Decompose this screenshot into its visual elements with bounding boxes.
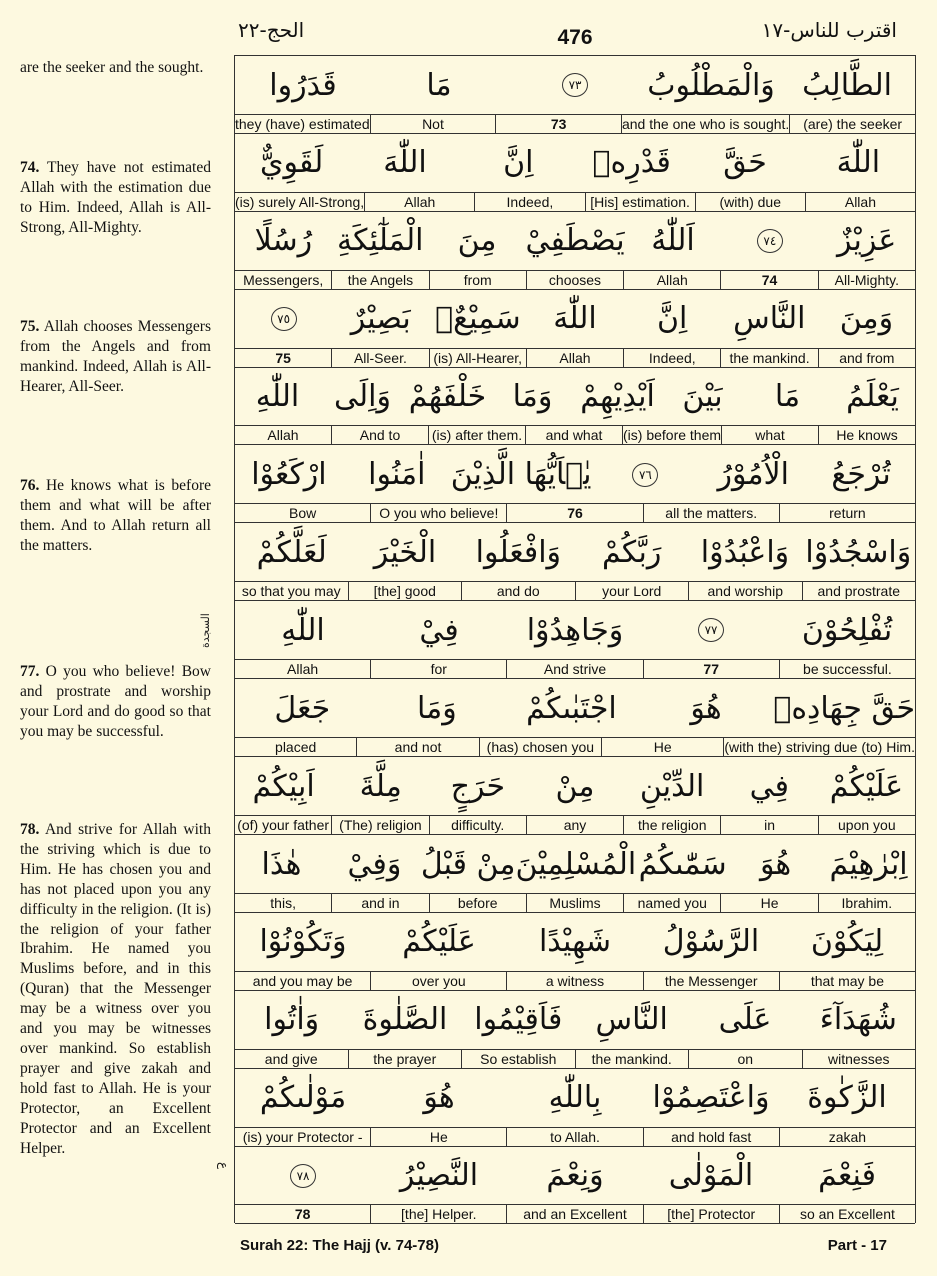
english-gloss: so an Excellent — [779, 1205, 915, 1223]
translation-verse-76 — [20, 476, 211, 556]
arabic-word: الْمَلٰٓئِكَةِ — [336, 223, 424, 259]
english-gloss: upon you — [818, 816, 915, 834]
arabic-word: عَلَيْكُمْ — [829, 768, 904, 804]
verse-row — [235, 56, 915, 134]
english-gloss: placed — [275, 739, 317, 756]
arabic-word: اللّٰهَ — [383, 145, 427, 181]
arabic-word: عَزِيْزٌ — [836, 223, 897, 259]
english-gloss-line — [235, 425, 915, 445]
arabic-word: الْخَيْرَ — [373, 534, 437, 570]
arabic-line — [235, 757, 915, 815]
arabic-line — [235, 134, 915, 192]
english-gloss: this, — [270, 894, 296, 911]
english-gloss: the mankind. — [575, 1050, 689, 1068]
verse-row — [235, 523, 915, 601]
english-gloss: Bow — [288, 505, 317, 522]
english-gloss: return — [779, 504, 915, 522]
arabic-word: الدِّيْنِ — [639, 768, 705, 804]
arabic-word: وَنِعْمَ — [546, 1158, 604, 1194]
arabic-word: مِنْ قَبْلُ — [420, 846, 516, 882]
verse-row — [235, 913, 915, 991]
english-gloss: and in — [331, 894, 428, 912]
arabic-word: وَمَا — [512, 379, 553, 415]
english-gloss: so that you may — [241, 583, 341, 600]
english-gloss: Indeed, — [474, 193, 584, 211]
arabic-word: وَافْعَلُوا — [475, 534, 562, 570]
verse-text: Allah chooses Messengers from the Angels and from mankind. Indeed, Allah is All-Hearer, All-Seer. — [20, 318, 211, 395]
arabic-word: وَتَكُوْنُوْا — [259, 924, 347, 960]
english-gloss: difficulty. — [429, 816, 526, 834]
arabic-word: تُرْجَعُ — [831, 457, 891, 492]
verse-number: 77. — [20, 663, 40, 680]
footer-part: Part - 17 — [827, 1237, 887, 1254]
arabic-word: هُوَ — [759, 846, 792, 882]
english-gloss: the Angels — [331, 271, 428, 289]
verse-end-marker: ٧٧ — [643, 601, 779, 659]
verse-row — [235, 290, 915, 368]
arabic-word: عَلَيْكُمْ — [402, 924, 476, 960]
gloss-verse-number: 76 — [506, 504, 642, 522]
arabic-word: تُفْلِحُوْنَ — [801, 612, 893, 648]
arabic-word: اِبْرٰهِيْمَ — [829, 846, 908, 882]
arabic-word: الْمُسْلِمِيْنَ — [515, 846, 637, 882]
english-gloss: and do — [461, 582, 575, 600]
ruku-marker: ع — [217, 1162, 231, 1170]
arabic-word: وَاِلَى — [334, 379, 391, 415]
arabic-word: النَّاسِ — [733, 301, 806, 337]
arabic-word: وَمَا — [417, 690, 457, 726]
english-gloss: a witness — [506, 972, 642, 990]
english-gloss: (is) your Protector - — [242, 1128, 363, 1145]
verse-row — [235, 601, 915, 679]
word-by-word-grid — [234, 55, 916, 1223]
english-gloss: they (have) estimated — [235, 115, 370, 132]
english-gloss: Allah — [267, 427, 299, 444]
english-gloss-line — [235, 1204, 915, 1224]
verse-end-marker: ٧٣ — [507, 56, 643, 114]
english-gloss: He — [601, 738, 723, 756]
translation-verse-78 — [20, 820, 211, 1158]
footer-surah: Surah 22: The Hajj (v. 74-78) — [240, 1237, 439, 1254]
english-gloss-line — [235, 503, 915, 523]
english-gloss: all the matters. — [643, 504, 779, 522]
arabic-word: الصَّلٰوةَ — [362, 1002, 448, 1038]
translation-verse-75 — [20, 317, 211, 397]
verse-row — [235, 212, 915, 290]
english-gloss: And strive — [506, 660, 642, 678]
english-gloss-line — [235, 971, 915, 991]
arabic-word: حَرَجٍ — [450, 768, 506, 804]
english-gloss: on — [688, 1050, 802, 1068]
verse-number: 76. — [20, 477, 40, 494]
arabic-word: وَاعْتَصِمُوْا — [652, 1080, 770, 1116]
translation-verse-74 — [20, 158, 211, 238]
arabic-line — [235, 212, 915, 270]
gloss-verse-number: 73 — [495, 115, 621, 133]
arabic-word: جَعَلَ — [274, 690, 331, 726]
english-gloss: from — [429, 271, 526, 289]
english-gloss: the religion — [623, 816, 720, 834]
english-gloss: and not — [356, 738, 478, 756]
arabic-word: النَّصِيْرُ — [399, 1158, 479, 1194]
verse-text: O you who believe! Bow and prostrate and worship your Lord and do good so that you may be successful. — [20, 663, 211, 740]
english-gloss: Not — [370, 115, 496, 133]
arabic-word: مِنَ — [457, 223, 497, 259]
arabic-word: اِنَّ — [503, 145, 534, 181]
english-gloss: and an Excellent — [506, 1205, 642, 1223]
arabic-word: رَبَّكُمْ — [601, 534, 662, 570]
gloss-verse-number: 77 — [643, 660, 779, 678]
english-gloss: the Messenger — [643, 972, 779, 990]
english-gloss: and the one who is sought. — [621, 115, 790, 132]
english-gloss: He — [370, 1128, 506, 1146]
arabic-line — [235, 290, 915, 348]
arabic-word: اللّٰهَ — [836, 145, 881, 181]
arabic-word: اللّٰهِ — [281, 612, 325, 648]
english-gloss: Allah — [526, 349, 623, 367]
english-gloss: (has) chosen you — [479, 738, 601, 756]
english-gloss: Muslims — [526, 894, 623, 912]
verse-row — [235, 1069, 915, 1147]
arabic-word: مِلَّةَ — [359, 768, 402, 804]
arabic-word: فِي — [749, 768, 789, 804]
english-gloss: He — [720, 894, 817, 912]
verse-end-marker: ٧٤ — [721, 212, 818, 270]
english-gloss: chooses — [526, 271, 623, 289]
arabic-word: اَبِيْكُمْ — [252, 768, 315, 804]
arabic-word: وَمِنَ — [839, 301, 894, 337]
verse-row — [235, 757, 915, 835]
arabic-word: فَاَقِيْمُوا — [474, 1002, 563, 1038]
english-gloss: (is) after them. — [428, 426, 525, 444]
english-gloss: O you who believe! — [370, 504, 506, 522]
arabic-word: مَوْلٰىكُمْ — [259, 1080, 347, 1116]
english-gloss: (with) due — [695, 193, 805, 211]
arabic-word: الرَّسُوْلُ — [662, 924, 760, 960]
english-gloss: and worship — [688, 582, 802, 600]
arabic-word: ارْكَعُوْا — [251, 457, 327, 492]
arabic-line — [235, 913, 915, 971]
english-gloss: Allah — [287, 661, 319, 678]
arabic-line — [235, 56, 915, 114]
english-gloss-line — [235, 1127, 915, 1147]
arabic-line — [235, 1147, 915, 1205]
english-gloss: and prostrate — [802, 582, 916, 600]
arabic-word: الْمَوْلٰى — [668, 1158, 754, 1194]
english-gloss-line — [235, 270, 915, 290]
english-gloss: (of) your father — [237, 816, 330, 833]
arabic-word: رُسُلًا — [254, 223, 313, 259]
arabic-word: هٰذَا — [261, 846, 302, 882]
page-number: 476 — [557, 26, 593, 49]
english-gloss: Allah — [805, 193, 915, 211]
arabic-word: بَصِيْرٌ — [350, 301, 411, 337]
arabic-word: لَعَلَّكُمْ — [256, 534, 327, 570]
arabic-word: مَا — [774, 379, 801, 415]
english-gloss: for — [370, 660, 506, 678]
verse-end-marker: ٧٨ — [235, 1147, 371, 1205]
arabic-word: اٰمَنُوا — [368, 457, 426, 492]
arabic-line — [235, 1069, 915, 1127]
arabic-line — [235, 368, 915, 426]
arabic-word: بِاللّٰهِ — [548, 1080, 602, 1116]
arabic-word: وَجَاهِدُوْا — [526, 612, 624, 648]
english-gloss: witnesses — [802, 1050, 916, 1068]
english-gloss: Allah — [364, 193, 474, 211]
header-juz-arabic: اقترب للناس-١٧ — [761, 18, 897, 42]
english-gloss: He knows — [818, 426, 915, 444]
arabic-word: هُوَ — [690, 690, 722, 726]
arabic-word: عَلَى — [718, 1002, 772, 1038]
arabic-word: فِيْ — [419, 612, 459, 648]
verse-end-marker: ٧٥ — [235, 290, 332, 348]
arabic-line — [235, 446, 915, 504]
english-gloss: what — [721, 426, 818, 444]
verse-end-marker: ٧٦ — [591, 446, 699, 504]
arabic-word: هُوَ — [423, 1080, 455, 1116]
english-gloss: [the] Helper. — [370, 1205, 506, 1223]
arabic-word: بَيْنَ — [682, 379, 723, 415]
arabic-line — [235, 679, 915, 737]
arabic-word: لِيَكُوْنَ — [810, 924, 884, 960]
sajda-marker: السجدة — [199, 613, 212, 649]
arabic-word: وَاسْجُدُوْا — [805, 534, 912, 570]
translation-continuation: are the seeker and the sought. — [20, 59, 204, 76]
arabic-word: سَمِيْعٌۢ — [435, 301, 521, 337]
arabic-word: وَاعْبُدُوْا — [700, 534, 790, 570]
english-gloss: and what — [525, 426, 622, 444]
english-gloss: Messengers, — [243, 271, 324, 288]
english-gloss: (with the) striving due (to) Him. — [724, 739, 915, 756]
arabic-word: الطَّالِبُ — [802, 67, 892, 103]
arabic-word: مِنْ — [555, 768, 595, 804]
english-gloss-line — [235, 581, 915, 601]
english-gloss: (The) religion — [331, 816, 428, 834]
gloss-verse-number: 74 — [720, 271, 817, 289]
english-gloss-line — [235, 192, 915, 212]
arabic-word: الزَّكٰوةَ — [807, 1080, 887, 1116]
arabic-word: وَالْمَطْلُوبُ — [647, 67, 775, 103]
english-gloss: the mankind. — [720, 349, 817, 367]
english-gloss-line — [235, 893, 915, 913]
verse-number: 74. — [20, 159, 40, 176]
english-gloss: Indeed, — [623, 349, 720, 367]
translation-verse-77 — [20, 662, 211, 742]
verse-number: 75. — [20, 318, 40, 335]
arabic-word: اللّٰهِ — [255, 379, 300, 415]
verse-row — [235, 134, 915, 212]
english-gloss: zakah — [779, 1128, 915, 1146]
arabic-word: اَللّٰهُ — [651, 223, 695, 259]
arabic-word: قَدْرِهٖ — [592, 145, 671, 181]
arabic-word: لَقَوِيٌّ — [260, 145, 324, 181]
arabic-word: قَدَرُوا — [269, 67, 337, 103]
arabic-word: النَّاسِ — [595, 1002, 668, 1038]
english-gloss: to Allah. — [506, 1128, 642, 1146]
english-gloss: before — [429, 894, 526, 912]
arabic-word: الْاُمُوْرُ — [717, 457, 789, 492]
gloss-verse-number: 75 — [275, 349, 291, 366]
english-gloss: All-Mighty. — [818, 271, 915, 289]
english-gloss: (are) the seeker — [789, 115, 915, 133]
arabic-word: اِنَّ — [656, 301, 688, 337]
arabic-line — [235, 523, 915, 581]
english-gloss: and from — [818, 349, 915, 367]
verse-row — [235, 1147, 915, 1225]
english-gloss-line — [235, 815, 915, 835]
verse-row — [235, 991, 915, 1069]
arabic-line — [235, 601, 915, 659]
english-gloss: in — [720, 816, 817, 834]
arabic-word: حَقَّ جِهَادِهٖ — [773, 690, 916, 726]
english-gloss: the prayer — [348, 1050, 462, 1068]
english-gloss: that may be — [779, 972, 915, 990]
verse-row — [235, 679, 915, 757]
arabic-line — [235, 991, 915, 1049]
english-gloss: (is) surely All-Strong, — [235, 193, 365, 210]
arabic-word: خَلْفَهُمْ — [408, 379, 487, 415]
english-gloss: All-Seer. — [331, 349, 428, 367]
english-gloss: Ibrahim. — [818, 894, 915, 912]
english-gloss: [the] Protector — [643, 1205, 779, 1223]
verse-text: They have not estimated Allah with the estimation due to Him. Indeed, Allah is All-Strong, All-Mighty. — [20, 159, 211, 236]
verse-row — [235, 368, 915, 446]
english-gloss: (is) before them — [623, 427, 722, 444]
arabic-word: حَقَّ — [723, 145, 767, 181]
english-gloss-line — [235, 659, 915, 679]
english-gloss: (is) All-Hearer, — [429, 349, 526, 367]
english-gloss: any — [526, 816, 623, 834]
arabic-word: يَصْطَفِيْ — [525, 223, 625, 259]
verse-number: 78. — [20, 821, 40, 838]
arabic-word: اللّٰهَ — [553, 301, 597, 337]
english-gloss: be successful. — [779, 660, 915, 678]
verse-text: He knows what is before them and what will be after them. And to Allah return all the matters. — [20, 477, 211, 554]
english-gloss: over you — [370, 972, 506, 990]
english-gloss: named you — [623, 894, 720, 912]
verse-text: And strive for Allah with the striving which is due to Him. He has chosen you and has not placed upon you any difficulty in the religion. (It is) the religion of your father Ibrahim. He named you Muslims before, and in this (Quran) that the Messenger may be a witness over you and you may be witnesses over mankind. So establish prayer and give zakah and hold fast to Allah. He is your Protector, an Excellent Protector and an Excellent Helper. — [20, 821, 211, 1157]
arabic-word: شُهَدَآءَ — [819, 1002, 897, 1038]
english-gloss: and hold fast — [643, 1128, 779, 1146]
english-gloss: and give — [264, 1050, 318, 1067]
english-gloss-line — [235, 737, 915, 757]
arabic-word: وَاٰتُوا — [264, 1002, 320, 1038]
english-gloss: [His] estimation. — [585, 193, 695, 211]
arabic-word: مَا — [426, 67, 452, 103]
verse-row — [235, 835, 915, 913]
header-surah-arabic: الحج-٢٢ — [238, 18, 305, 42]
english-gloss: So establish — [461, 1050, 575, 1068]
english-gloss: And to — [331, 426, 428, 444]
arabic-word: اجْتَبٰىكُمْ — [526, 690, 617, 726]
english-gloss: your Lord — [575, 582, 689, 600]
verse-row — [235, 446, 915, 524]
arabic-word: وَفِيْ — [347, 846, 402, 882]
english-gloss-line — [235, 1049, 915, 1069]
arabic-word: يَعْلَمُ — [846, 379, 899, 415]
arabic-line — [235, 835, 915, 893]
english-gloss-line — [235, 114, 915, 134]
english-gloss: Allah — [623, 271, 720, 289]
english-gloss-line — [235, 348, 915, 368]
arabic-word: اَيْدِيْهِمْ — [580, 379, 655, 415]
arabic-word: فَنِعْمَ — [818, 1158, 876, 1194]
english-gloss: [the] good — [348, 582, 462, 600]
gloss-verse-number: 78 — [294, 1206, 311, 1223]
arabic-word: يٰۤاَيُّهَا الَّذِيْنَ — [450, 457, 592, 492]
english-gloss: and you may be — [252, 972, 353, 989]
arabic-word: شَهِيْدًا — [538, 924, 612, 960]
arabic-word: سَمّٰىكُمُ — [638, 846, 727, 882]
